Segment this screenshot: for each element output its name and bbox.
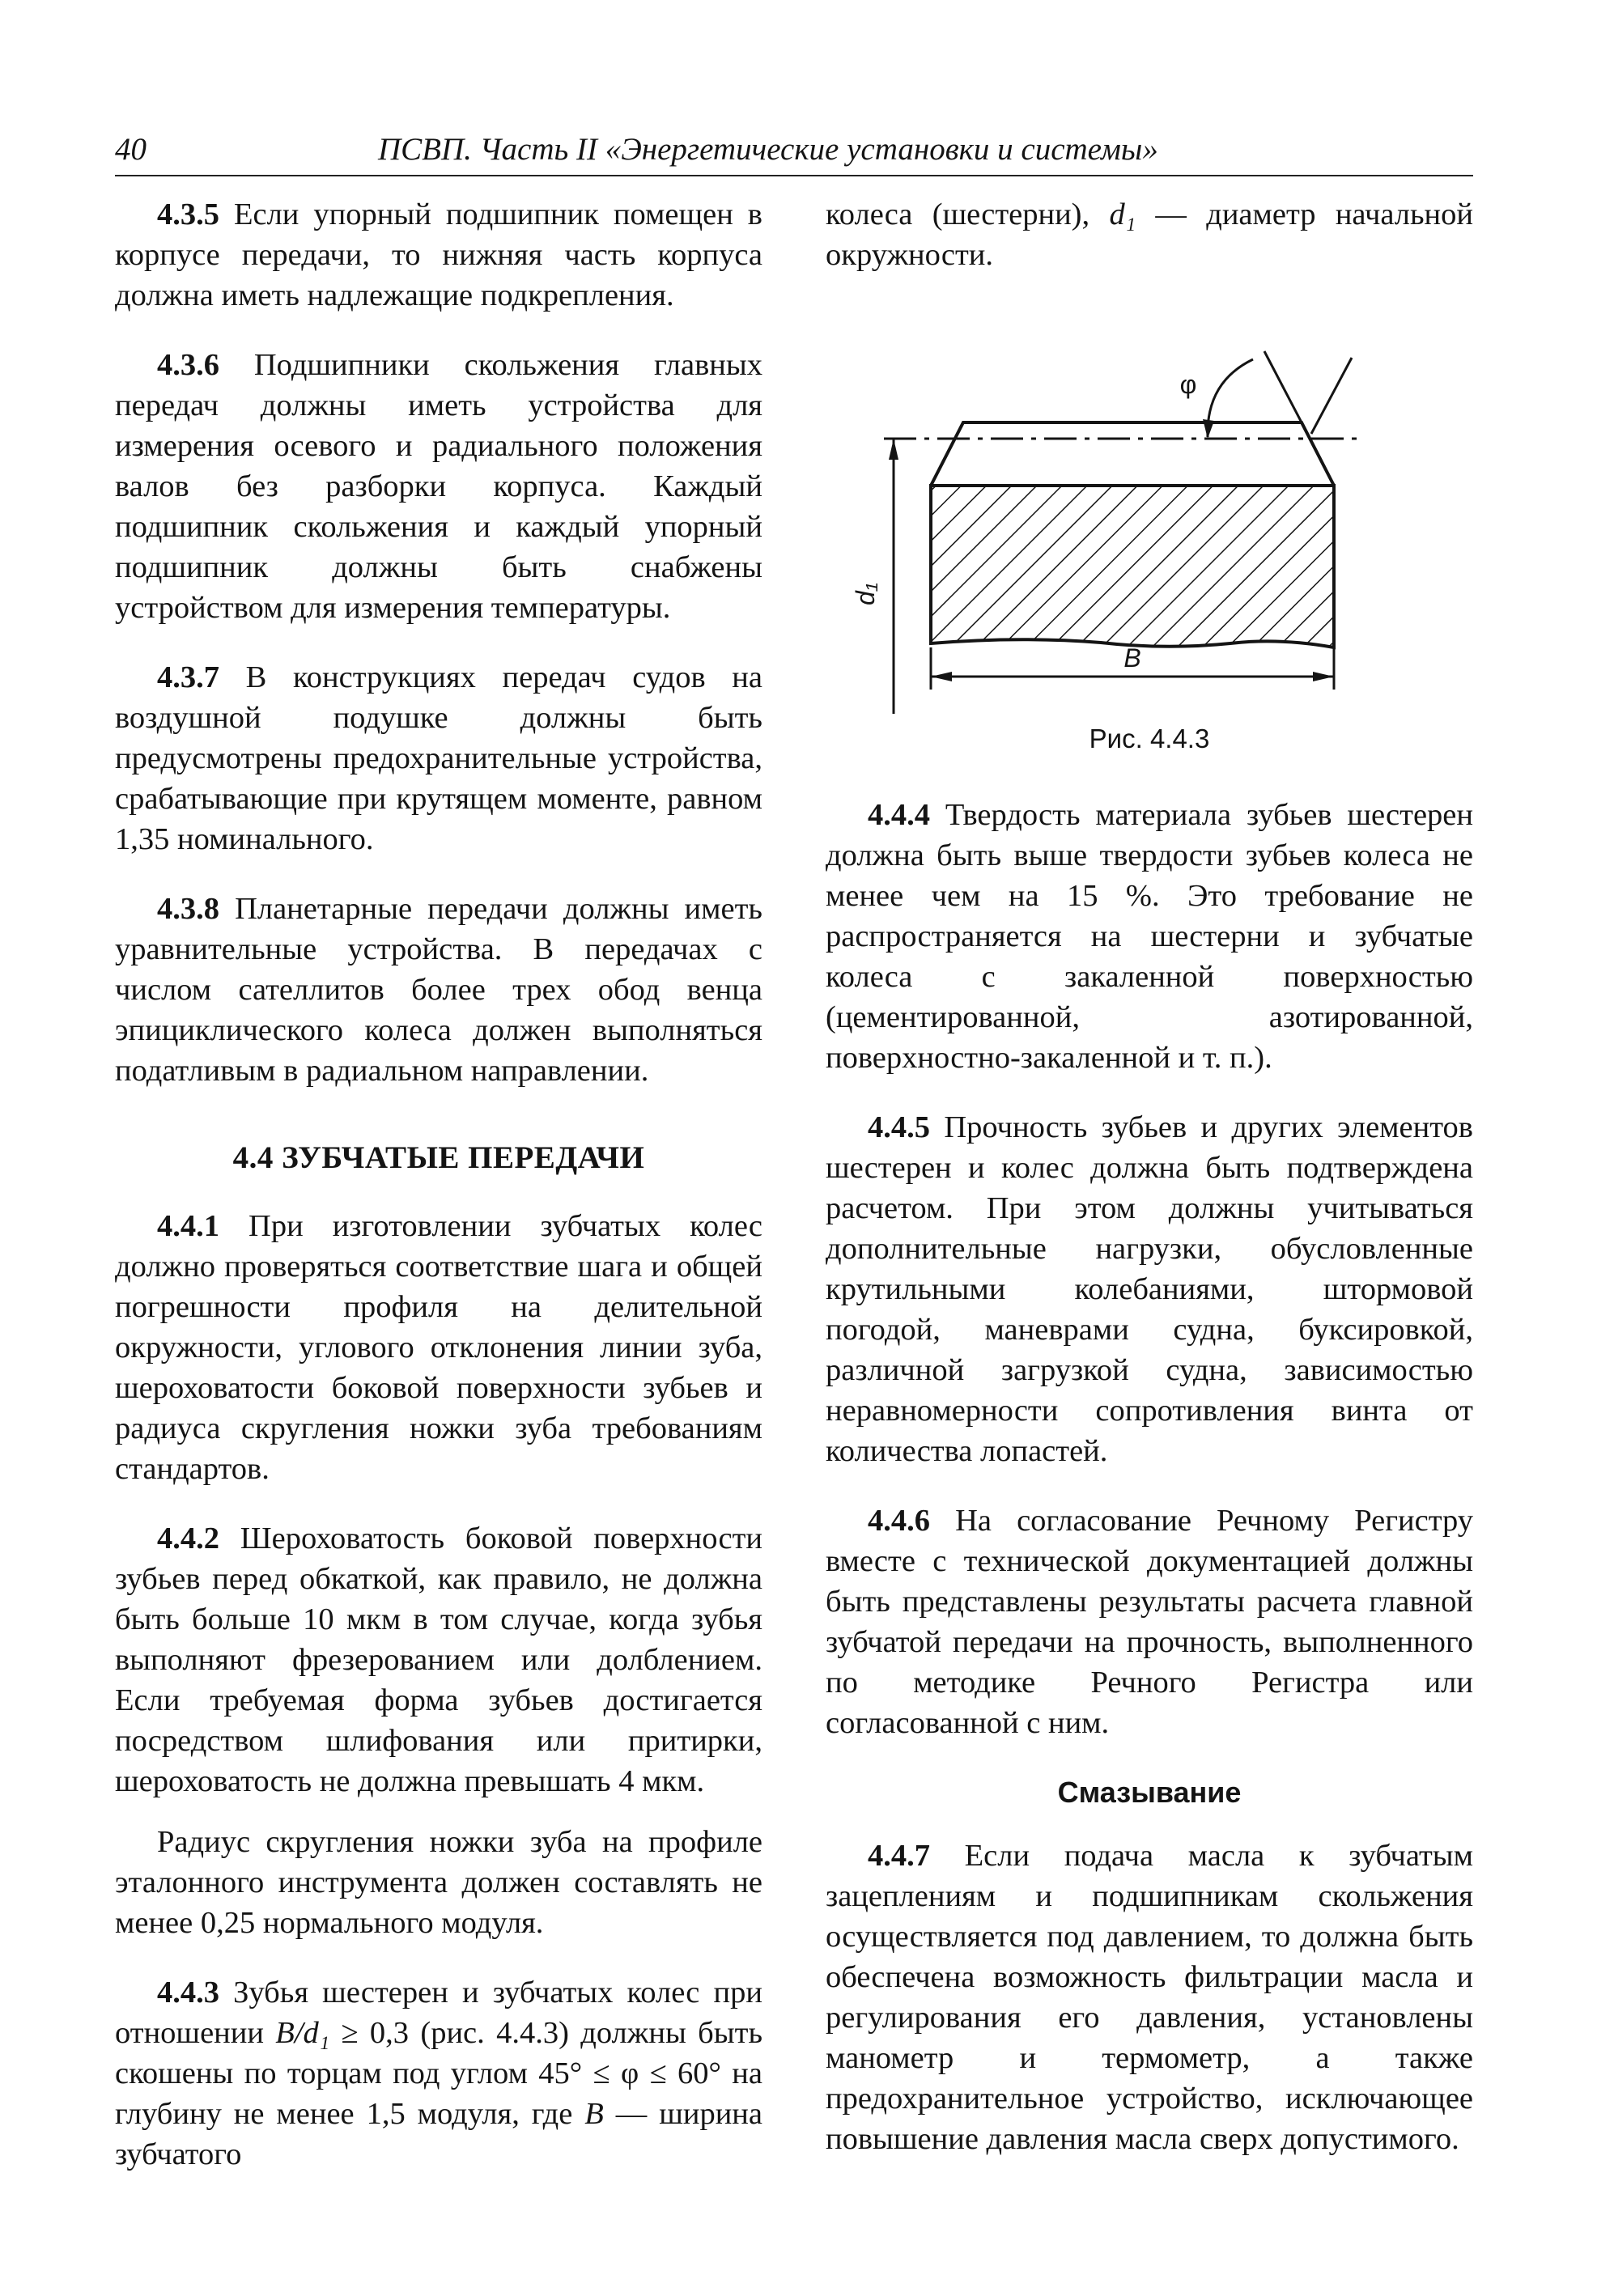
- paragraph-4-3-7: [115, 657, 762, 859]
- angle-label: φ: [1179, 370, 1197, 399]
- clause-text: В конструкциях передач судов на воздушной подушке должны быть предусмотрены предохранительные устройства, срабатывающие при крутящем моменте, равном 1,35 номинального.: [115, 660, 762, 856]
- angle-arrowhead: [1203, 419, 1214, 439]
- paragraph-4-4-6: [826, 1500, 1473, 1743]
- chamfer-extension-line: [1264, 351, 1302, 422]
- angle-arc: [1208, 359, 1253, 437]
- clause-text: Твердость материала зубьев шестерен должна быть выше твердости зубьев колеса не менее чем на 15 %. Это требование не распространяется на шестерни и зубчатые колеса с закаленной поверхностью (цементированной, азотированной, поверхностно-закаленной и т. п.).: [826, 798, 1473, 1075]
- clause-number: 4.3.7: [157, 660, 219, 694]
- clause-text: При изготовлении зубчатых колес должно проверяться соответствие шага и общей погрешности профиля на делительной окружности, углового отклонения линии зуба, шероховатости боковой поверхности зубьев и радиуса скругления ножки зуба требованиям стандартов.: [115, 1209, 762, 1486]
- clause-number: 4.4.5: [868, 1110, 930, 1144]
- page-header: [115, 128, 1473, 176]
- diameter-symbol: d₁: [1109, 197, 1136, 231]
- page-number: 40: [115, 132, 147, 167]
- clause-text: Шероховатость боковой поверхности зубьев перед обкаткой, как правило, не должна быть больше 10 мкм в том случае, когда зубья выполняют фрезерованием или долблением. Если требуемая форма зубьев достигается посредством шлифования или притирки, шероховатость не должна превышать 4 мкм.: [115, 1521, 762, 1798]
- clause-number: 4.4.7: [868, 1839, 930, 1873]
- clause-text: Подшипники скольжения главных передач должны иметь устройства для измерения осевого и радиального положения валов без разборки корпуса. Каждый подшипник скольжения и каждый упорный подшипник должны быть снабжены устройством для измерения температуры.: [115, 348, 762, 625]
- clause-text: Планетарные передачи должны иметь уравнительные устройства. В передачах с числом сателлитов более трех обод венца эпициклического колеса должен выполняться податливым в радиальном направлении.: [115, 892, 762, 1088]
- clause-text: ≥ 0,3 (рис. 4.4.3) должны быть скошены по торцам под углом 45° ≤ φ ≤ 60° на глубину не менее 1,5 модуля, где: [115, 2016, 763, 2131]
- paragraph-4-4-3-continued: [826, 194, 1473, 275]
- chamfer-outline: [931, 422, 1334, 486]
- clause-text: Прочность зубьев и других элементов шестерен и колес должна быть подтверждена расчетом. При этом должны учитываться дополнительные нагрузки, обусловленные крутильными колебаниями, штормовой погодой, маневрами судна, буксировкой, различной загрузкой судна, зависимостью неравномерности сопротивления винта от количества лопастей.: [826, 1110, 1473, 1468]
- clause-number: 4.3.8: [157, 892, 219, 926]
- clause-number: 4.4.6: [868, 1504, 930, 1538]
- clause-text: Радиус скругления ножки зуба на профиле эталонного инструмента должен составлять не менее 0,25 нормального модуля.: [115, 1825, 762, 1940]
- paragraph-4-3-5: [115, 194, 762, 316]
- running-title: ПСВП. Часть II «Энергетические установки и системы»: [378, 132, 1158, 167]
- subsection-title: Смазывание: [1057, 1776, 1242, 1809]
- figure-caption: Рис. 4.4.3: [1089, 724, 1210, 753]
- clause-text: — диаметр начальной окружности.: [826, 197, 1473, 272]
- paragraph-4-4-5: [826, 1107, 1473, 1471]
- clause-number: 4.3.6: [157, 348, 219, 382]
- angle-reference-line: [1311, 358, 1352, 434]
- clause-number: 4.4.4: [868, 798, 930, 832]
- paragraph-fillet-radius: [115, 1822, 762, 1943]
- gear-body-section: [931, 486, 1334, 647]
- clause-text: Если упорный подшипник помещен в корпусе передачи, то нижняя часть корпуса должна иметь надлежащие подкрепления.: [115, 197, 762, 312]
- paragraph-4-4-3: [115, 1972, 762, 2175]
- clause-text: Зубья шестерен и зубчатых колес при отношении: [115, 1976, 762, 2050]
- gear-chamfer-diagram: [826, 293, 1473, 714]
- dimension-arrowhead: [931, 672, 952, 681]
- dimension-arrowhead: [889, 439, 898, 460]
- paragraph-4-3-6: [115, 345, 762, 628]
- clause-text: На согласование Речному Регистру вместе с технической документацией должны быть представлены результаты расчета главной зубчатой передачи на прочность, выполненного по методике Речного Регистра или согласованной с ним.: [826, 1504, 1473, 1740]
- dimension-arrowhead: [1313, 672, 1334, 681]
- paragraph-4-3-8: [115, 889, 762, 1091]
- section-title: 4.4 ЗУБЧАТЫЕ ПЕРЕДАЧИ: [232, 1140, 645, 1175]
- figure-4-4-3: [826, 293, 1473, 714]
- diameter-label: d₁: [851, 583, 880, 605]
- paragraph-4-4-2: [115, 1518, 762, 1802]
- clause-number: 4.4.2: [157, 1521, 219, 1555]
- width-symbol: B: [584, 2097, 604, 2131]
- clause-number: 4.4.3: [157, 1976, 219, 2010]
- ratio-symbol: B/d₁: [275, 2016, 330, 2050]
- right-column: [826, 194, 1473, 2188]
- paragraph-4-4-4: [826, 795, 1473, 1078]
- left-column: [115, 194, 762, 2204]
- width-label: B: [1123, 643, 1141, 673]
- clause-text: колеса (шестерни),: [826, 197, 1110, 231]
- clause-text: Если подача масла к зубчатым зацеплениям и подшипникам скольжения осуществляется под давлением, то должна быть обеспечена возможность фильтрации масла и регулирования его давления, установлены манометр и термометр, а также предохранительное устройство, исключающее повышение давления масла сверх допустимого.: [826, 1839, 1473, 2156]
- clause-text: — ширина зубчатого: [115, 2097, 762, 2171]
- paragraph-4-4-1: [115, 1206, 762, 1489]
- clause-number: 4.3.5: [157, 197, 219, 231]
- clause-number: 4.4.1: [157, 1209, 219, 1243]
- paragraph-4-4-7: [826, 1836, 1473, 2159]
